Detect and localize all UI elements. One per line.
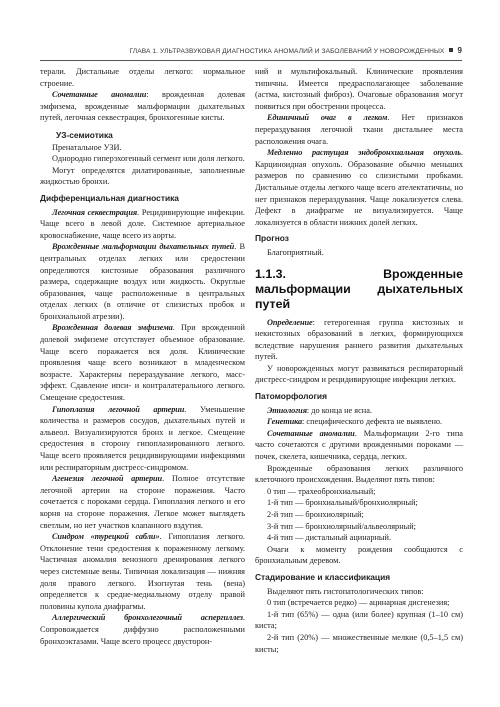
chapter-heading: 1.1.3. Врожденные мальформации дыхательных путей — [255, 266, 463, 311]
paragraph — [255, 112, 463, 147]
paragraph: Пренатальное УЗИ. — [52, 142, 122, 152]
page-number: 9 — [457, 46, 462, 55]
paragraph: 0 тип (встречается редко) — ацинарная дисгенезия; — [267, 598, 450, 608]
paragraph — [40, 241, 245, 322]
paragraph-text: . Сопровождается диффузно расположенными бронхоэктазами. Чаще всего процесс двусторон- — [40, 613, 245, 646]
term: Легочная секвестрация — [52, 207, 138, 217]
paragraph: Выделяют пять гистопатологических типов: — [267, 586, 424, 596]
term: Аллергический бронхолегочный аспергиллез — [52, 613, 243, 623]
paragraph: Однородно гиперэхогенный сегмент или доля легкого. — [52, 154, 245, 164]
section-heading: Патоморфология — [255, 391, 327, 402]
term: Этиология — [267, 405, 307, 415]
section-heading: Стадирование и классификация — [255, 571, 391, 582]
paragraph — [255, 405, 463, 417]
list-item: 3-й тип — бронхиолярный/альвеолярный; — [267, 521, 416, 531]
paragraph-text: . Полное отсутствие легочной артерии на стороне поражения. Часто сочетается с пороками сердца. Гипоплазия легкого и его корня на стороне поражения. Легкое может выглядеть светлым, но нет участков клапанного вздутия. — [40, 474, 245, 530]
list-item: 2-й тип — бронхиолярный; — [267, 510, 364, 519]
paragraph — [40, 322, 245, 403]
paragraph — [40, 612, 245, 647]
paragraph: Могут определятся дилатированные, заполненные жидкостью бронхи. — [40, 165, 245, 187]
list-item: 1-й тип — бронхиальный/бронхиолярный; — [267, 498, 418, 508]
paragraph — [40, 473, 245, 531]
paragraph: терали. Дистальные отделы легкого: нормальное строение. — [40, 67, 245, 88]
term: Единичный очаг в легком — [267, 113, 388, 123]
paragraph — [40, 207, 245, 242]
list-item: 4-й тип — дистальный ацинарный. — [267, 533, 392, 543]
square-bullet-icon — [449, 48, 453, 52]
paragraph — [40, 89, 245, 124]
paragraph: 1-й тип (65%) — одна (или более) крупная (1–10 см) киста; — [255, 609, 463, 631]
paragraph-text: : до конца не ясна. — [306, 405, 372, 415]
paragraph — [255, 428, 463, 463]
paragraph-text: . Мальформации 2-го типа часто сочетаются с другими врожденными пороками — почек, скелета, кишечника, сердца, легких. — [255, 428, 463, 462]
paragraph — [255, 147, 463, 228]
right-column — [255, 66, 463, 655]
running-header — [40, 46, 462, 61]
paragraph-text: . Рецидивирующие инфекции. Чаще всего в левой доле. Системное артериальное кровоснабжение, чаще всего из аорты. — [40, 207, 245, 240]
paragraph — [40, 404, 245, 474]
paragraph: Врожденные образования легких различного клеточного происхождения. Выделяют пять типов: — [255, 463, 463, 485]
section-heading: Дифференциальная диагностика — [40, 192, 179, 203]
section-heading: Прогноз — [255, 233, 289, 244]
paragraph-text: . Уменьшение количества и размеров сосудов, дыхательных путей и альвеол. Визуализируются бронх и легкое. Смещение средостения в сторону гипоплазированного легкого. Чаще всего проявляется рецидивирующими инфекциями или респираторным дистресс-синдромом. — [40, 404, 245, 472]
term: Гипоплазия легочной артерии — [52, 404, 185, 414]
paragraph-text: . При врожденной долевой эмфиземе отсутствует объемное образование. Чаще всего поражается вся доля. Клинические проявления чаще всего возникают в младенческом возрасте. Характерны перераздувание легкого, масс-эффект. Сдавление ипси- и контралатерального легкого. Смещение средостения. — [40, 323, 245, 403]
paragraph — [255, 317, 463, 363]
paragraph: У новорожденных могут развиваться респираторный дистресс-синдром и рецидивирующие инфекции легких. — [255, 363, 463, 385]
term: Агенезия легочной артерии — [52, 474, 163, 484]
paragraph — [255, 416, 463, 428]
paragraph: Очаги к моменту рождения сообщаются с бронхиальным деревом. — [255, 544, 463, 566]
running-title: ГЛАВА 1. УЛЬТРАЗВУКОВАЯ ДИАГНОСТИКА АНОМАЛИЙ И ЗАБОЛЕВАНИЙ У НОВОРОЖДЕННЫХ — [129, 48, 445, 55]
paragraph-text: : врожденная долевая эмфизема, врожденные мальформации дыхательных путей, легочная секвестрация, бронхогенные кисты. — [40, 90, 245, 123]
paragraph-text: : гетерогенная группа кистозных и некистозных образований в легких, формирующихся вследствие нарушения раннего развития дыхательных путей. — [255, 317, 463, 362]
term: Врожденные мальформации дыхательных путей — [52, 242, 235, 252]
term: Врожденная долевая эмфизема — [52, 323, 173, 333]
term: Медленно растущая эндобронхиальная опухоль — [267, 148, 461, 158]
paragraph: Благоприятный. — [267, 247, 324, 257]
left-column — [40, 66, 245, 647]
paragraph-text: . Гипоплазия легкого. Отклонение тени средостения к пораженному легкому. Частичная аномалия венозного дренирования легкого через системные вены. Типичная локализация — нижняя доля правого легкого. Изогнутая тень (вена) определяется к средне-медиальному отделу правой половины купола диафрагмы. — [40, 532, 246, 611]
list-item: 0 тип — трахеобронхиальный; — [267, 486, 376, 496]
term: Сочетанные аномалии — [52, 90, 147, 100]
paragraph: 2-й тип (20%) — множественные мелкие (0,5–1,5 см) кисты; — [255, 632, 463, 654]
term: Генетика — [267, 417, 303, 427]
subsection-heading: УЗ-семиотика — [56, 129, 113, 140]
paragraph — [40, 531, 245, 612]
paragraph-text: . Карциноидная опухоль. Образование обычно меньших размеров по сравнению со слизистыми пробками. Дистальные отделы легкого чаще всего ателектатичны, но нет признаков перераздувания. Чаще локализуется слева. Дефект в диафрагме не визуализируется. Чаще локализуется в области нижних долей легких. — [255, 148, 463, 227]
paragraph-text: . Нет признаков перераздувания легочной ткани дистальнее места расположения очага. — [255, 113, 463, 146]
term: Сочетанные аномалии — [267, 428, 355, 438]
term: Определение — [267, 317, 313, 327]
paragraph-text: : специфического дефекта не выявлено. — [302, 417, 443, 427]
paragraph: ний и мультифокальный. Клинические проявления типичны. Имеется предрасполагающее заболевание (астма, кистозный фиброз). Очаговые образования могут появиться при обострении процесса. — [255, 67, 463, 111]
paragraph-text: . В центральных отделах легких или средостении определяются кистозные образования различного размера, содержащие воздух или жидкость. Округлые образования, чаще расположенные в центральных отделах легких (в отличие от слизистых пробок и бронхиальной атрезии). — [40, 242, 245, 321]
term: Синдром «турецкой сабли» — [52, 532, 160, 542]
